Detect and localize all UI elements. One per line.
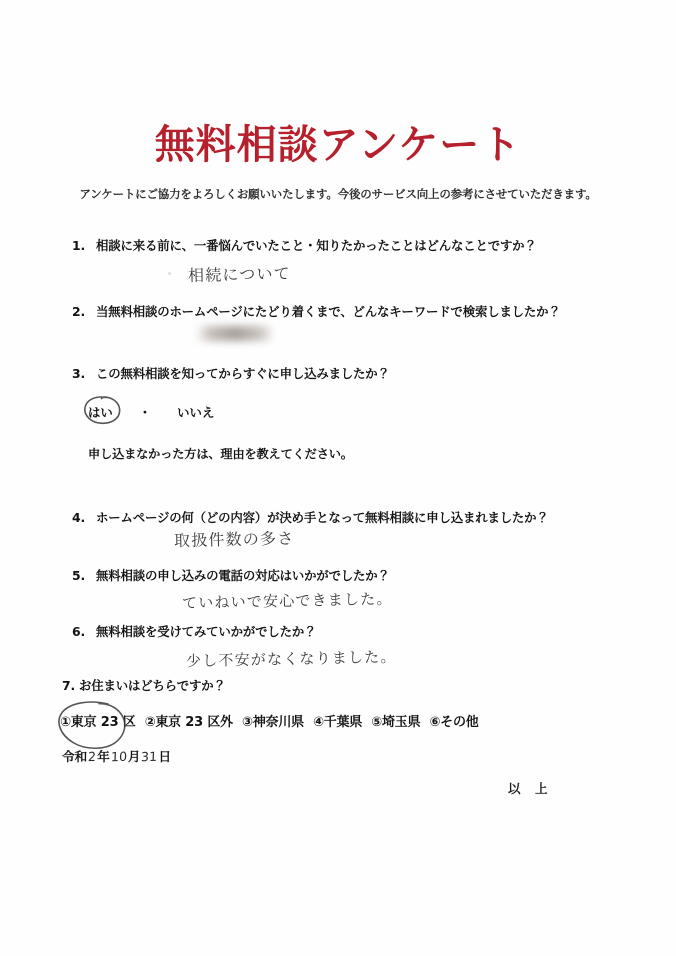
date-year-unit: 年 (97, 749, 110, 764)
residence-option-2[interactable]: ②東京 23 区外 (144, 715, 233, 730)
question-1-text: 相談に来る前に、一番悩んでいたこと・知りたかったことはどんなことですか？ (96, 238, 537, 253)
residence-option-3[interactable]: ③神奈川県 (241, 715, 304, 730)
page-subtitle: アンケートにご協力をよろしくお願いいたします。今後のサービス向上の参考にさせていただきます。 (79, 187, 597, 201)
question-3-text: この無料相談を知ってからすぐに申し込みましたか？ (96, 366, 390, 381)
question-7 (62, 676, 226, 694)
choice-option-yes[interactable]: はい (88, 405, 113, 420)
residence-option-5[interactable]: ⑤埼玉県 (371, 715, 421, 730)
question-5-handwritten-answer: ていねいで安心できました。 (181, 589, 393, 613)
question-3-choices (88, 403, 214, 421)
question-6-handwritten-answer: 少し不安がなくなりました。 (185, 647, 397, 671)
question-3-follow-up: 申し込まなかった方は、理由を教えてください。 (88, 447, 353, 461)
question-6-number: 6. (72, 624, 86, 639)
question-7-options (60, 711, 488, 730)
date-day: 31 (141, 748, 158, 765)
date-era-label: 令和 (62, 749, 88, 764)
date-day-unit: 日 (158, 749, 172, 764)
question-7-number: 7. (62, 678, 76, 693)
question-1 (72, 236, 537, 254)
question-7-text: お住まいはどちらですか？ (79, 678, 226, 693)
date-era-year: 2 (87, 748, 97, 765)
question-2-number: 2. (72, 304, 86, 319)
question-1-number: 1. (72, 238, 86, 253)
scan-speck (168, 272, 171, 275)
question-6 (72, 622, 316, 640)
question-6-text: 無料相談を受けてみていかがでしたか？ (96, 624, 317, 639)
question-3-number: 3. (72, 366, 86, 381)
choice-separator: ・ (138, 405, 152, 420)
page-title: 無料相談アンケート (154, 122, 522, 168)
residence-option-4[interactable]: ④千葉県 (312, 715, 363, 730)
date-month-unit: 月 (127, 749, 141, 764)
question-2 (72, 302, 561, 320)
question-4-handwritten-answer: 取扱件数の多さ (173, 528, 295, 551)
question-4-text: ホームページの何（どの内容）が決め手となって無料相談に申し込まれましたか？ (96, 510, 549, 525)
question-5-number: 5. (72, 568, 86, 583)
choice-option-no[interactable]: いいえ (177, 405, 215, 420)
date-month: 10 (110, 748, 128, 765)
question-2-text: 当無料相談のホームページにたどり着くまで、どんなキーワードで検索しましたか？ (96, 304, 561, 319)
question-5-text: 無料相談の申し込みの電話の対応はいかがでしたか？ (96, 568, 390, 583)
question-1-handwritten-answer: 相続について (187, 263, 292, 286)
residence-option-1[interactable]: ①東京 23 区 (60, 715, 136, 730)
question-5 (72, 566, 390, 584)
closing-text: 以 上 (508, 781, 553, 796)
date-line (62, 746, 171, 765)
question-2-redacted-answer (196, 326, 274, 341)
residence-option-6[interactable]: ⑥その他 (429, 715, 479, 730)
question-4 (72, 508, 549, 526)
question-3 (72, 364, 390, 382)
question-4-number: 4. (72, 510, 86, 525)
